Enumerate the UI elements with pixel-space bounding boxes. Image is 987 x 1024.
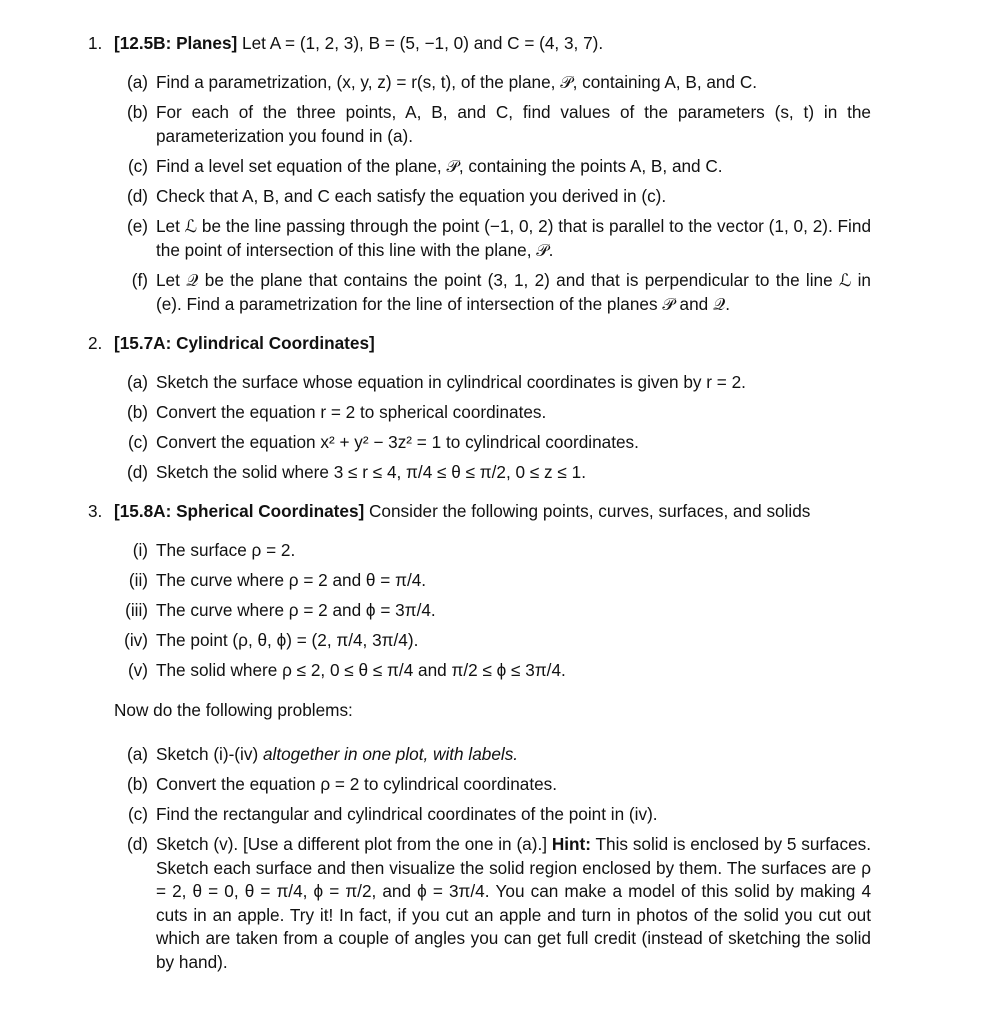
part-1e xyxy=(88,215,871,269)
problem-1-parts xyxy=(88,71,878,323)
part-label: (d) xyxy=(126,186,148,206)
part-text xyxy=(156,743,871,767)
part-text xyxy=(156,833,871,974)
part-label: (b) xyxy=(126,402,148,422)
part-label: (f) xyxy=(131,270,148,290)
part-3c xyxy=(88,803,871,833)
object-label: (ii) xyxy=(128,570,148,590)
object-i xyxy=(88,539,871,569)
part-text-pre: Sketch (v). [Use a different plot from the one in (a).] xyxy=(156,834,552,854)
problem-2 xyxy=(88,332,878,356)
object-text: The point (ρ, θ, ϕ) = (2, π/4, 3π/4). xyxy=(156,630,419,650)
part-label: (a) xyxy=(126,72,148,92)
problem-intro: Let A = (1, 2, 3), B = (5, −1, 0) and C = (4, 3, 7). xyxy=(242,33,604,53)
object-v xyxy=(88,659,871,689)
problem-1 xyxy=(88,32,878,56)
problem-1-heading xyxy=(88,32,878,56)
part-2c xyxy=(88,431,871,461)
part-text-plain: Sketch (i)-(iv) xyxy=(156,744,263,764)
problem-number: 1. xyxy=(88,33,103,53)
part-text: Convert the equation x² + y² − 3z² = 1 to cylindrical coordinates. xyxy=(156,432,639,452)
problem-3-heading xyxy=(88,500,878,524)
part-text-emphasis: altogether in one plot, with labels. xyxy=(262,744,519,764)
part-label: (c) xyxy=(127,432,148,452)
part-1d xyxy=(88,185,871,215)
part-3a xyxy=(88,743,871,773)
problem-3-objects xyxy=(88,539,878,689)
part-label: (d) xyxy=(126,462,148,482)
part-text: Let 𝒬 be the plane that contains the point (3, 1, 2) and that is perpendicular to the line ℒ in (e). Find a parametrization for the line of intersection of the planes 𝒫 and 𝒬. xyxy=(156,270,871,314)
part-2b xyxy=(88,401,871,431)
problem-number: 2. xyxy=(88,333,103,353)
part-text: Convert the equation r = 2 to spherical coordinates. xyxy=(156,402,547,422)
part-label: (a) xyxy=(126,744,148,764)
part-2d xyxy=(88,461,871,491)
problem-intro: Consider the following points, curves, surfaces, and solids xyxy=(369,501,811,521)
problem-3-parts xyxy=(88,743,878,983)
problem-tag: [15.7A: Cylindrical Coordinates] xyxy=(114,333,375,353)
part-text: Let ℒ be the line passing through the point (−1, 0, 2) that is parallel to the vector (1, 0, 2). Find the point of intersection of this line with the plane, 𝒫. xyxy=(156,216,871,260)
part-text: Sketch the solid where 3 ≤ r ≤ 4, π/4 ≤ θ ≤ π/2, 0 ≤ z ≤ 1. xyxy=(156,462,586,482)
part-2a xyxy=(88,371,871,401)
part-text-post: This solid is enclosed by 5 surfaces. Sketch each surface and then visualize the solid region enclosed by them. The surfaces are ρ = 2, θ = 0, θ = π/4, ϕ = π/2, and ϕ = 3π/4. You can make a model of this solid by making 4 cuts in an apple. Try it! In fact, if you cut an apple and turn in photos of the solid you cut out which are taken from a couple of angles you can get full credit (instead of sketching the solid by hand). xyxy=(156,834,872,972)
object-iii xyxy=(88,599,871,629)
problem-number: 3. xyxy=(88,501,103,521)
object-label: (v) xyxy=(127,660,148,680)
object-text: The solid where ρ ≤ 2, 0 ≤ θ ≤ π/4 and π/2 ≤ ϕ ≤ 3π/4. xyxy=(156,660,566,680)
object-text: The curve where ρ = 2 and θ = π/4. xyxy=(156,570,427,590)
part-text: Find a level set equation of the plane, 𝒫, containing the points A, B, and C. xyxy=(156,156,723,176)
part-label: (b) xyxy=(126,774,148,794)
object-label: (iii) xyxy=(125,600,148,620)
object-ii xyxy=(88,569,871,599)
object-label: (i) xyxy=(132,540,148,560)
object-text: The surface ρ = 2. xyxy=(156,540,296,560)
part-label: (c) xyxy=(127,804,148,824)
problem-tag: [12.5B: Planes] xyxy=(114,33,238,53)
part-label: (c) xyxy=(127,156,148,176)
part-3d xyxy=(88,833,871,983)
part-1f xyxy=(88,269,871,323)
part-label: (e) xyxy=(126,216,148,236)
part-1c xyxy=(88,155,871,185)
object-iv xyxy=(88,629,871,659)
part-text: Convert the equation ρ = 2 to cylindrical coordinates. xyxy=(156,774,558,794)
part-3b xyxy=(88,773,871,803)
part-text: Find a parametrization, (x, y, z) = r(s, t), of the plane, 𝒫, containing A, B, and C. xyxy=(156,72,758,92)
part-label: (d) xyxy=(126,834,148,854)
hint-label: Hint: xyxy=(551,834,591,854)
part-text: Sketch the surface whose equation in cylindrical coordinates is given by r = 2. xyxy=(156,372,746,392)
part-text: Find the rectangular and cylindrical coordinates of the point in (iv). xyxy=(156,804,658,824)
problem-3 xyxy=(88,500,878,524)
problem-3-subheading: Now do the following problems: xyxy=(114,700,353,720)
part-text: For each of the three points, A, B, and C, find values of the parameters (s, t) in the parameterization you found in (a). xyxy=(156,102,871,146)
part-1a xyxy=(88,71,871,101)
part-1b xyxy=(88,101,871,155)
part-text: Check that A, B, and C each satisfy the equation you derived in (c). xyxy=(156,186,667,206)
part-label: (b) xyxy=(126,102,148,122)
object-label: (iv) xyxy=(124,630,148,650)
part-label: (a) xyxy=(126,372,148,392)
object-text: The curve where ρ = 2 and ϕ = 3π/4. xyxy=(156,600,436,620)
problem-2-parts xyxy=(88,371,878,491)
problem-tag: [15.8A: Spherical Coordinates] xyxy=(114,501,365,521)
problem-2-heading xyxy=(88,332,878,356)
